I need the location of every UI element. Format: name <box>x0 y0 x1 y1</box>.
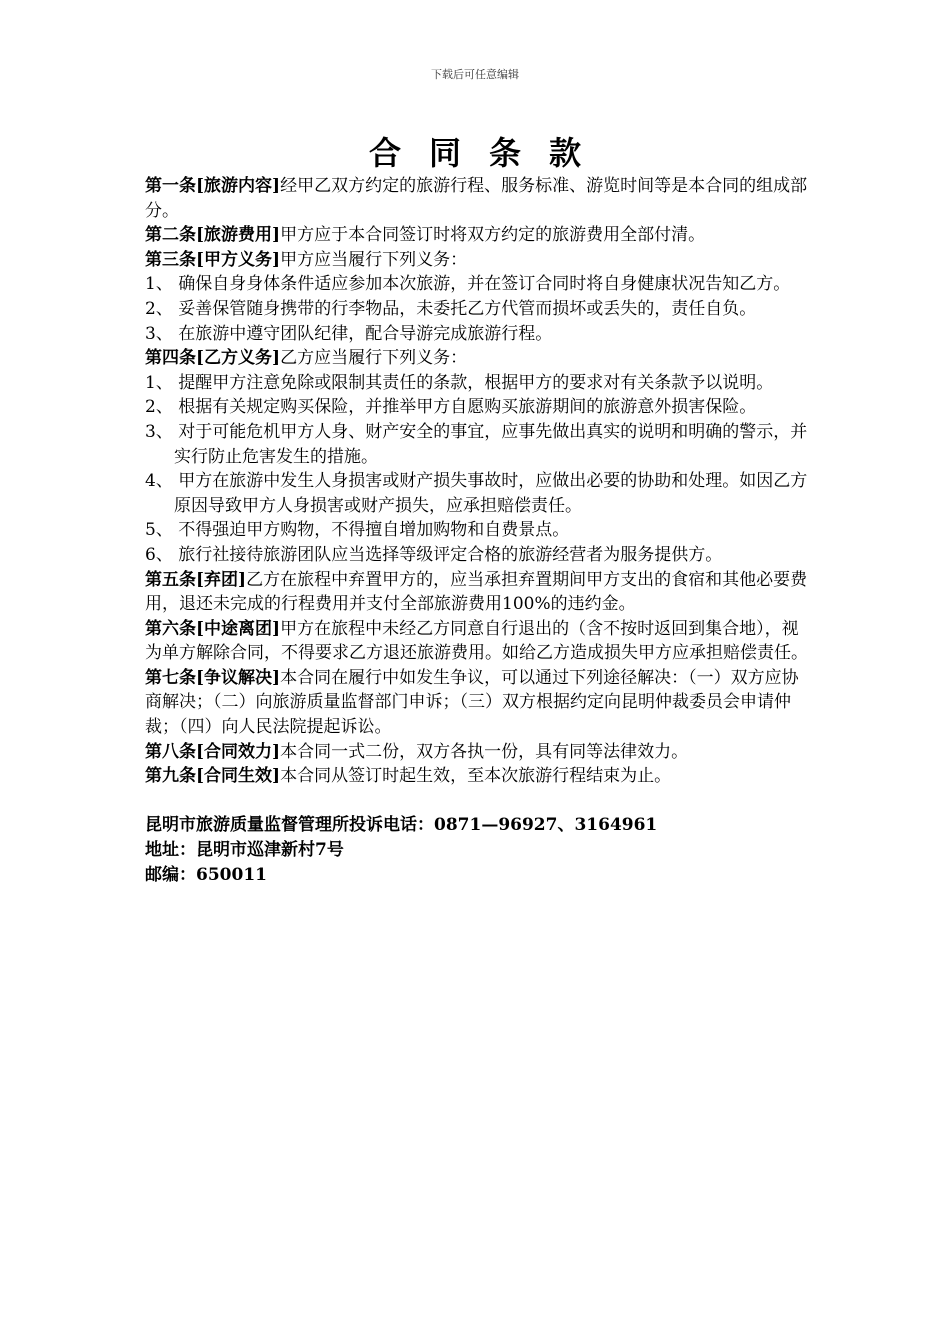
article-1-head: 第一条[旅游内容] <box>145 176 281 196</box>
article-4-item-4: 4、 甲方在旅游中发生人身损害或财产损失事故时，应做出必要的协助和处理。如因乙方原因导致甲方人身损害或财产损失，应承担赔偿责任。 <box>145 471 808 516</box>
article-4-head: 第四条[乙方义务] <box>145 348 281 369</box>
article-9-head: 第九条[合同生效] <box>145 766 281 787</box>
article-5-text: 乙方在旅程中弃置甲方的，应当承担弃置期间甲方支出的食宿和其他必要费用，退还未完成的行程费用并支付全部旅游费用100%的违约金。 <box>145 569 808 615</box>
article-3-head: 第三条[甲方义务] <box>145 249 281 270</box>
article-8-text: 本合同一式二份，双方各执一份，具有同等法律效力。 <box>280 741 689 762</box>
article-7-head: 第七条[争议解决] <box>145 667 281 688</box>
article-1-text: 经甲乙双方约定的旅游行程、服务标准、游览时间等是本合同的组成部分。 <box>145 176 808 221</box>
article-3-text: 甲方应当履行下列义务： <box>280 249 468 270</box>
contract-body <box>145 174 815 887</box>
article-4-text: 乙方应当履行下列义务： <box>280 348 468 369</box>
article-3-item-3: 3、 在旅游中遵守团队纪律，配合导游完成旅游行程。 <box>145 323 553 344</box>
article-3-item-2: 2、 妥善保管随身携带的行李物品，未委托乙方代管而损坏或丢失的，责任自负。 <box>145 298 757 319</box>
header-note: 下载后可任意编辑 <box>431 68 519 81</box>
article-9 <box>145 764 815 789</box>
article-5-head: 第五条[弃团] <box>145 569 247 590</box>
spacer <box>145 789 815 814</box>
article-2 <box>145 223 815 248</box>
page-title: 合同条款 <box>368 134 609 172</box>
article-4-item-6: 6、 旅行社接待旅游团队应当选择等级评定合格的旅游经营者为服务提供方。 <box>145 544 723 565</box>
article-3-item-1: 1、 确保自身身体条件适应参加本次旅游，并在签订合同时将自身健康状况告知乙方。 <box>145 274 791 295</box>
article-6 <box>145 617 815 666</box>
article-7-text: 本合同在履行中如发生争议，可以通过下列途径解决：（一）双方应协商解决；（二）向旅游质量监督部门申诉；（三）双方根据约定向昆明仲裁委员会申请仲裁；（四）向人民法院提起诉讼。 <box>145 667 799 738</box>
article-6-text: 甲方在旅程中未经乙方同意自行退出的（含不按时返回到集合地），视为单方解除合同，不得要求乙方退还旅游费用。如给乙方造成损失甲方应承担赔偿责任。 <box>145 618 808 664</box>
article-6-head: 第六条[中途离团] <box>145 618 281 639</box>
article-2-head: 第二条[旅游费用] <box>145 225 281 246</box>
article-3 <box>145 248 815 273</box>
article-2-text: 甲方应于本合同签订时将双方约定的旅游费用全部付清。 <box>280 225 706 246</box>
article-8-head: 第八条[合同效力] <box>145 741 281 762</box>
postcode: 邮编：650011 <box>145 864 267 885</box>
article-4-item-2: 2、 根据有关规定购买保险，并推举甲方自愿购买旅游期间的旅游意外损害保险。 <box>145 397 757 418</box>
article-4-item-5: 5、 不得强迫甲方购物，不得擅自增加购物和自费景点。 <box>145 520 570 541</box>
article-8 <box>145 740 815 765</box>
article-1 <box>145 174 815 223</box>
article-5 <box>145 568 815 617</box>
article-9-text: 本合同从签订时起生效，至本次旅游行程结束为止。 <box>280 766 672 787</box>
article-4 <box>145 346 815 371</box>
article-4-item-3: 3、 对于可能危机甲方人身、财产安全的事宜，应事先做出真实的说明和明确的警示，并实行防止危害发生的措施。 <box>145 421 808 467</box>
article-7 <box>145 666 815 740</box>
address: 地址：昆明市巡津新村7号 <box>145 840 344 861</box>
article-4-item-1: 1、 提醒甲方注意免除或限制其责任的条款，根据甲方的要求对有关条款予以说明。 <box>145 372 774 393</box>
complaint-phone: 昆明市旅游质量监督管理所投诉电话：0871—96927、3164961 <box>145 815 658 836</box>
